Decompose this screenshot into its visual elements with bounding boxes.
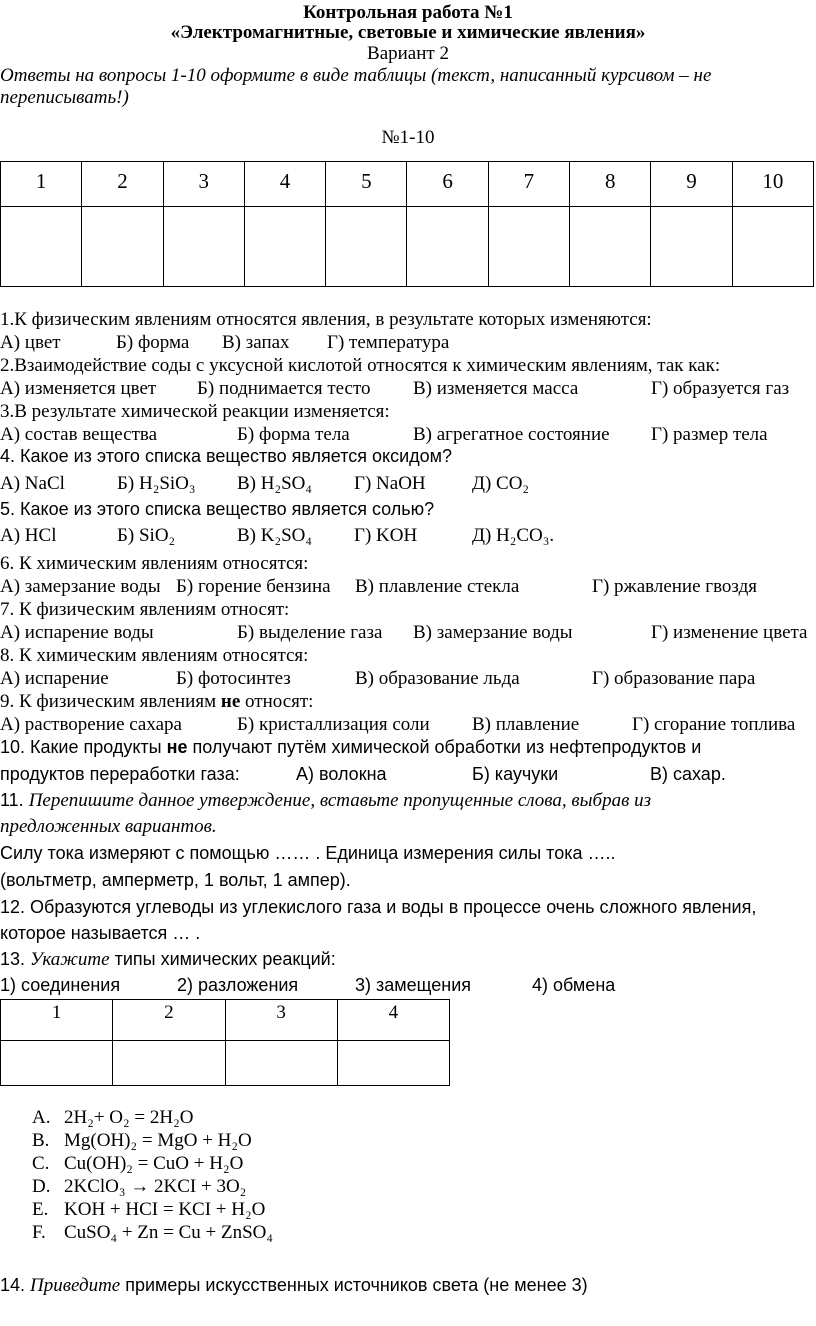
reaction-type: 1) соединения <box>0 975 121 995</box>
reaction-type: 2) разложения <box>177 975 299 995</box>
equation-item <box>32 1153 243 1175</box>
question-10-option: Б) каучуки <box>472 764 559 784</box>
question-1-option: А) цвет <box>0 332 61 353</box>
answer-table-header-row <box>1 162 814 207</box>
question-9-emphasis: не <box>220 691 241 712</box>
answer-cell[interactable] <box>82 207 163 287</box>
reaction-type: 3) замещения <box>355 975 472 995</box>
reaction-type: 4) обмена <box>532 975 616 995</box>
equation-letter: C. <box>32 1153 50 1174</box>
equation-letter: E. <box>32 1199 49 1220</box>
question-1-option: Г) температура <box>327 332 450 353</box>
question-7-option: Б) выделение газа <box>237 622 383 643</box>
instruction-line-2: переписывать!) <box>0 87 129 108</box>
question-2-option: Б) поднимается тесто <box>197 378 371 399</box>
question-5-option: А) HCl <box>0 525 57 546</box>
question-10-option: А) волокна <box>296 764 387 784</box>
question-11-number: 11. <box>0 790 29 810</box>
answer-table-header-cell: 9 <box>651 162 732 207</box>
question-2-option: В) изменяется масса <box>413 378 579 399</box>
answer-table-header-cell: 2 <box>82 162 163 207</box>
question-3-option: Б) форма тела <box>237 424 350 445</box>
question-8-text: 8. К химическим явлениям относятся: <box>0 645 309 666</box>
question-6-option: В) плавление стекла <box>355 576 520 597</box>
question-10-text <box>0 737 701 758</box>
question-10-option: В) сахар. <box>650 764 726 784</box>
question-9-text <box>0 691 313 713</box>
question-8-option: А) испарение <box>0 668 109 689</box>
answer-cell[interactable] <box>570 207 651 287</box>
question-5-option: Б) SiO₂ <box>117 525 176 546</box>
question-9-option: В) плавление <box>472 714 580 735</box>
question-5-text: 5. Какое из этого списка вещество является солью? <box>0 499 435 519</box>
question-10-line-2: продуктов переработки газа: <box>0 764 240 784</box>
question-11-italic-1: Перепишите данное утверждение, вставьте пропущенные слова, выбрав из <box>28 790 652 811</box>
question-4-option: Б) H₂SiO₃ <box>117 473 196 494</box>
answer-cell[interactable] <box>163 207 244 287</box>
reaction-answer-cell[interactable] <box>225 1041 337 1086</box>
equation-text: KOH + HCI = KCI + H₂O <box>64 1199 266 1220</box>
question-5-option: Д) H₂CO₃. <box>472 525 555 546</box>
document-title: Контрольная работа №1 <box>303 2 513 23</box>
question-14-rest: примеры искусственных источников света (не менее 3) <box>120 1275 588 1295</box>
question-12-line-2: которое называется … . <box>0 923 201 943</box>
answer-cell[interactable] <box>1 207 82 287</box>
answer-table-header-cell: 4 <box>244 162 325 207</box>
equation-text: 2KClO₃ → 2KCI + 3O₂ <box>64 1176 247 1197</box>
equation-letter: D. <box>32 1176 51 1197</box>
question-9-text-a: 9. К физическим явлениям <box>0 691 221 712</box>
question-2-text: 2.Взаимодействие соды с уксусной кислотой относятся к химическим явлениям, так как: <box>0 355 721 376</box>
question-2-option: Г) образуется газ <box>651 378 790 399</box>
question-6-option: Г) ржавление гвоздя <box>592 576 757 597</box>
equation-item <box>32 1176 246 1198</box>
question-6-option: Б) горение бензина <box>176 576 331 597</box>
document-subtitle: «Электромагнитные, световые и химические явления» <box>170 22 646 43</box>
question-14-italic: Приведите <box>30 1275 121 1296</box>
question-1-option: Б) форма <box>116 332 190 353</box>
question-14-text <box>0 1275 588 1297</box>
reaction-answer-cell[interactable] <box>113 1041 225 1086</box>
equation-text: Cu(OH)₂ = CuO + H₂O <box>64 1153 244 1174</box>
question-11-instruction <box>0 790 651 812</box>
equation-text: 2H₂+ O₂ = 2H₂O <box>64 1107 194 1128</box>
question-8-option: Г) образование пара <box>592 668 756 689</box>
answer-cell[interactable] <box>326 207 407 287</box>
question-5-option: Г) KOH <box>354 525 418 546</box>
answer-table-header-cell: 6 <box>407 162 488 207</box>
question-12-line-1: 12. Образуются углеводы из углекислого газа и воды в процессе очень сложного явления, <box>0 897 757 917</box>
question-4-option: А) NaCl <box>0 473 65 494</box>
question-6-option: А) замерзание воды <box>0 576 161 597</box>
reaction-table-answer-row <box>1 1041 450 1086</box>
answer-table-caption: №1-10 <box>381 127 435 148</box>
equation-text: CuSO₄ + Zn = Cu + ZnSO₄ <box>64 1222 274 1243</box>
answer-cell[interactable] <box>244 207 325 287</box>
equation-item <box>32 1130 252 1152</box>
question-8-option: Б) фотосинтез <box>176 668 291 689</box>
question-3-option: А) состав вещества <box>0 424 158 445</box>
equation-item <box>32 1222 273 1244</box>
question-11-choices: (вольтметр, амперметр, 1 вольт, 1 ампер). <box>0 870 351 890</box>
answer-table-header-cell: 5 <box>326 162 407 207</box>
question-5-option: В) K₂SO₄ <box>237 525 313 546</box>
question-7-text: 7. К физическим явлениям относят: <box>0 599 290 620</box>
reaction-answer-cell[interactable] <box>1 1041 113 1086</box>
equation-letter: F. <box>32 1222 46 1243</box>
question-2-option: А) изменяется цвет <box>0 378 157 399</box>
question-6-text: 6. К химическим явлениям относятся: <box>0 553 309 574</box>
question-3-option: Г) размер тела <box>651 424 768 445</box>
equation-text: Mg(OH)₂ = MgO + H₂O <box>64 1130 252 1151</box>
reaction-table <box>0 999 450 1086</box>
question-7-option: В) замерзание воды <box>413 622 573 643</box>
question-13-rest: типы химических реакций: <box>109 949 336 969</box>
equation-letter: A. <box>32 1107 51 1128</box>
question-14-number: 14. <box>0 1275 31 1295</box>
question-1-option: В) запах <box>222 332 290 353</box>
answer-cell[interactable] <box>407 207 488 287</box>
answer-cell[interactable] <box>651 207 732 287</box>
question-4-option: Д) CO₂ <box>472 473 530 494</box>
answer-cell[interactable] <box>732 207 813 287</box>
question-10-text-b: получают путём химической обработки из нефтепродуктов и <box>187 737 702 757</box>
question-3-option: В) агрегатное состояние <box>413 424 610 445</box>
question-13-number: 13. <box>0 949 31 969</box>
answer-table-header-cell: 3 <box>163 162 244 207</box>
question-4-text: 4. Какое из этого списка вещество является оксидом? <box>0 446 453 466</box>
question-3-text: 3.В результате химической реакции изменяется: <box>0 401 390 422</box>
answer-table-header-cell: 1 <box>1 162 82 207</box>
reaction-table-header-row <box>1 1000 450 1041</box>
answer-table-header-cell: 10 <box>732 162 813 207</box>
question-9-option: А) растворение сахара <box>0 714 182 735</box>
question-10-emphasis: не <box>166 737 188 757</box>
question-9-text-b: относят: <box>240 691 314 712</box>
instruction-line-1: Ответы на вопросы 1-10 оформите в виде таблицы (текст, написанный курсивом – не <box>0 65 712 86</box>
equation-item <box>32 1107 193 1129</box>
question-11-italic-2: предложенных вариантов. <box>0 816 217 837</box>
question-11-statement: Силу тока измеряют с помощью …… . Единица измерения силы тока ….. <box>0 843 616 863</box>
question-9-option: Б) кристаллизация соли <box>237 714 430 735</box>
equation-item <box>32 1199 265 1221</box>
reaction-table-header-cell: 3 <box>225 1000 337 1041</box>
question-4-option: Г) NaOH <box>354 473 426 494</box>
answer-cell[interactable] <box>488 207 569 287</box>
reaction-table-header-cell: 1 <box>1 1000 113 1041</box>
reaction-table-header-cell: 2 <box>113 1000 225 1041</box>
question-9-option: Г) сгорание топлива <box>632 714 796 735</box>
question-13-italic: Укажите <box>30 949 110 970</box>
question-4-option: В) H₂SO₄ <box>237 473 313 494</box>
reaction-answer-cell[interactable] <box>337 1041 449 1086</box>
answer-table-answer-row <box>1 207 814 287</box>
answer-table-header-cell: 8 <box>570 162 651 207</box>
question-10-text-a: 10. Какие продукты <box>0 737 167 757</box>
question-7-option: Г) изменение цвета <box>651 622 808 643</box>
answer-table-header-cell: 7 <box>488 162 569 207</box>
question-1-text: 1.К физическим явлениям относятся явления, в результате которых изменяются: <box>0 309 652 330</box>
answer-table <box>0 161 814 287</box>
equation-letter: B. <box>32 1130 50 1151</box>
question-7-option: А) испарение воды <box>0 622 154 643</box>
reaction-table-header-cell: 4 <box>337 1000 449 1041</box>
question-13-text <box>0 949 336 971</box>
question-8-option: В) образование льда <box>355 668 520 689</box>
variant-label: Вариант 2 <box>367 43 449 64</box>
